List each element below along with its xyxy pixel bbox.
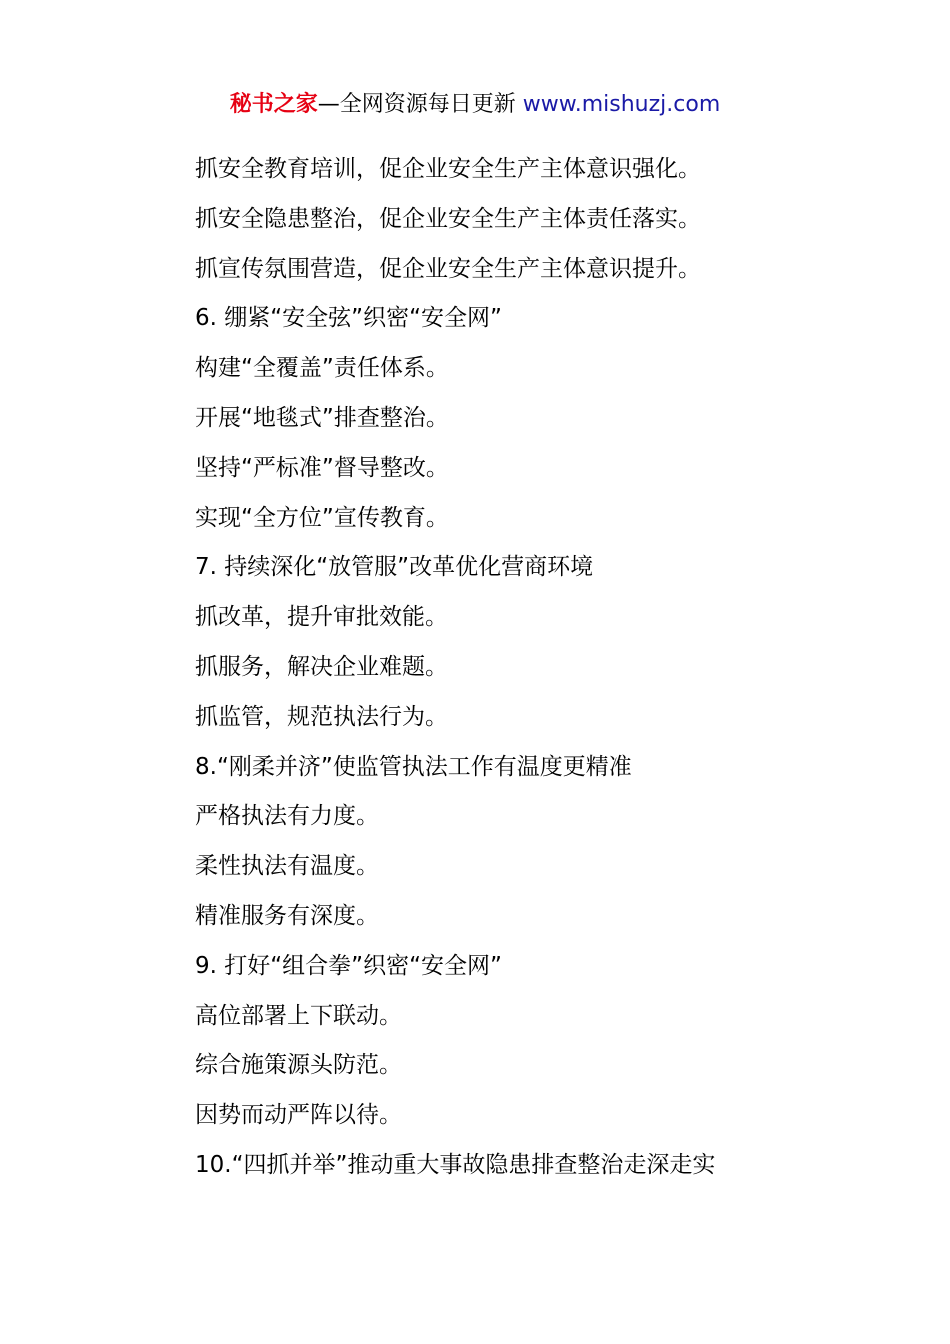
section-heading: 10.“四抓并举”推动重大事故隐患排查整治走深走实 — [195, 1151, 716, 1178]
document-body — [195, 145, 915, 1191]
brand-name: 秘书之家 — [229, 92, 318, 117]
text-line: 开展“地毯式”排查整治。 — [195, 404, 449, 431]
text-line: 综合施策源头防范。 — [195, 1052, 402, 1079]
text-line: 抓改革，提升审批效能。 — [195, 604, 448, 631]
site-url-link[interactable]: www.mishuzj.com — [522, 92, 721, 117]
text-line: 抓安全隐患整治，促企业安全生产主体责任落实。 — [195, 205, 701, 232]
text-line: 坚持“严标准”督导整改。 — [195, 454, 449, 481]
text-line: 抓服务，解决企业难题。 — [195, 653, 448, 680]
section-heading: 6. 绷紧“安全弦”织密“安全网” — [195, 305, 502, 332]
header-tagline: —全网资源每日更新 — [317, 92, 523, 117]
text-line: 高位部署上下联动。 — [195, 1002, 402, 1029]
text-line: 实现“全方位”宣传教育。 — [195, 504, 449, 531]
section-heading: 8.“刚柔并济”使监管执法工作有温度更精准 — [195, 753, 632, 780]
text-line: 抓宣传氛围营造，促企业安全生产主体意识提升。 — [195, 255, 701, 282]
text-line: 构建“全覆盖”责任体系。 — [195, 355, 449, 382]
text-line: 抓监管，规范执法行为。 — [195, 703, 448, 730]
text-line: 柔性执法有温度。 — [195, 853, 379, 880]
text-line: 抓安全教育培训，促企业安全生产主体意识强化。 — [195, 156, 701, 182]
text-line: 精准服务有深度。 — [195, 902, 379, 929]
page-header — [0, 86, 950, 124]
section-heading: 7. 持续深化“放管服”改革优化营商环境 — [195, 554, 594, 581]
text-line: 严格执法有力度。 — [195, 803, 379, 830]
text-line: 因势而动严阵以待。 — [195, 1102, 402, 1129]
section-heading: 9. 打好“组合拳”织密“安全网” — [195, 952, 502, 979]
